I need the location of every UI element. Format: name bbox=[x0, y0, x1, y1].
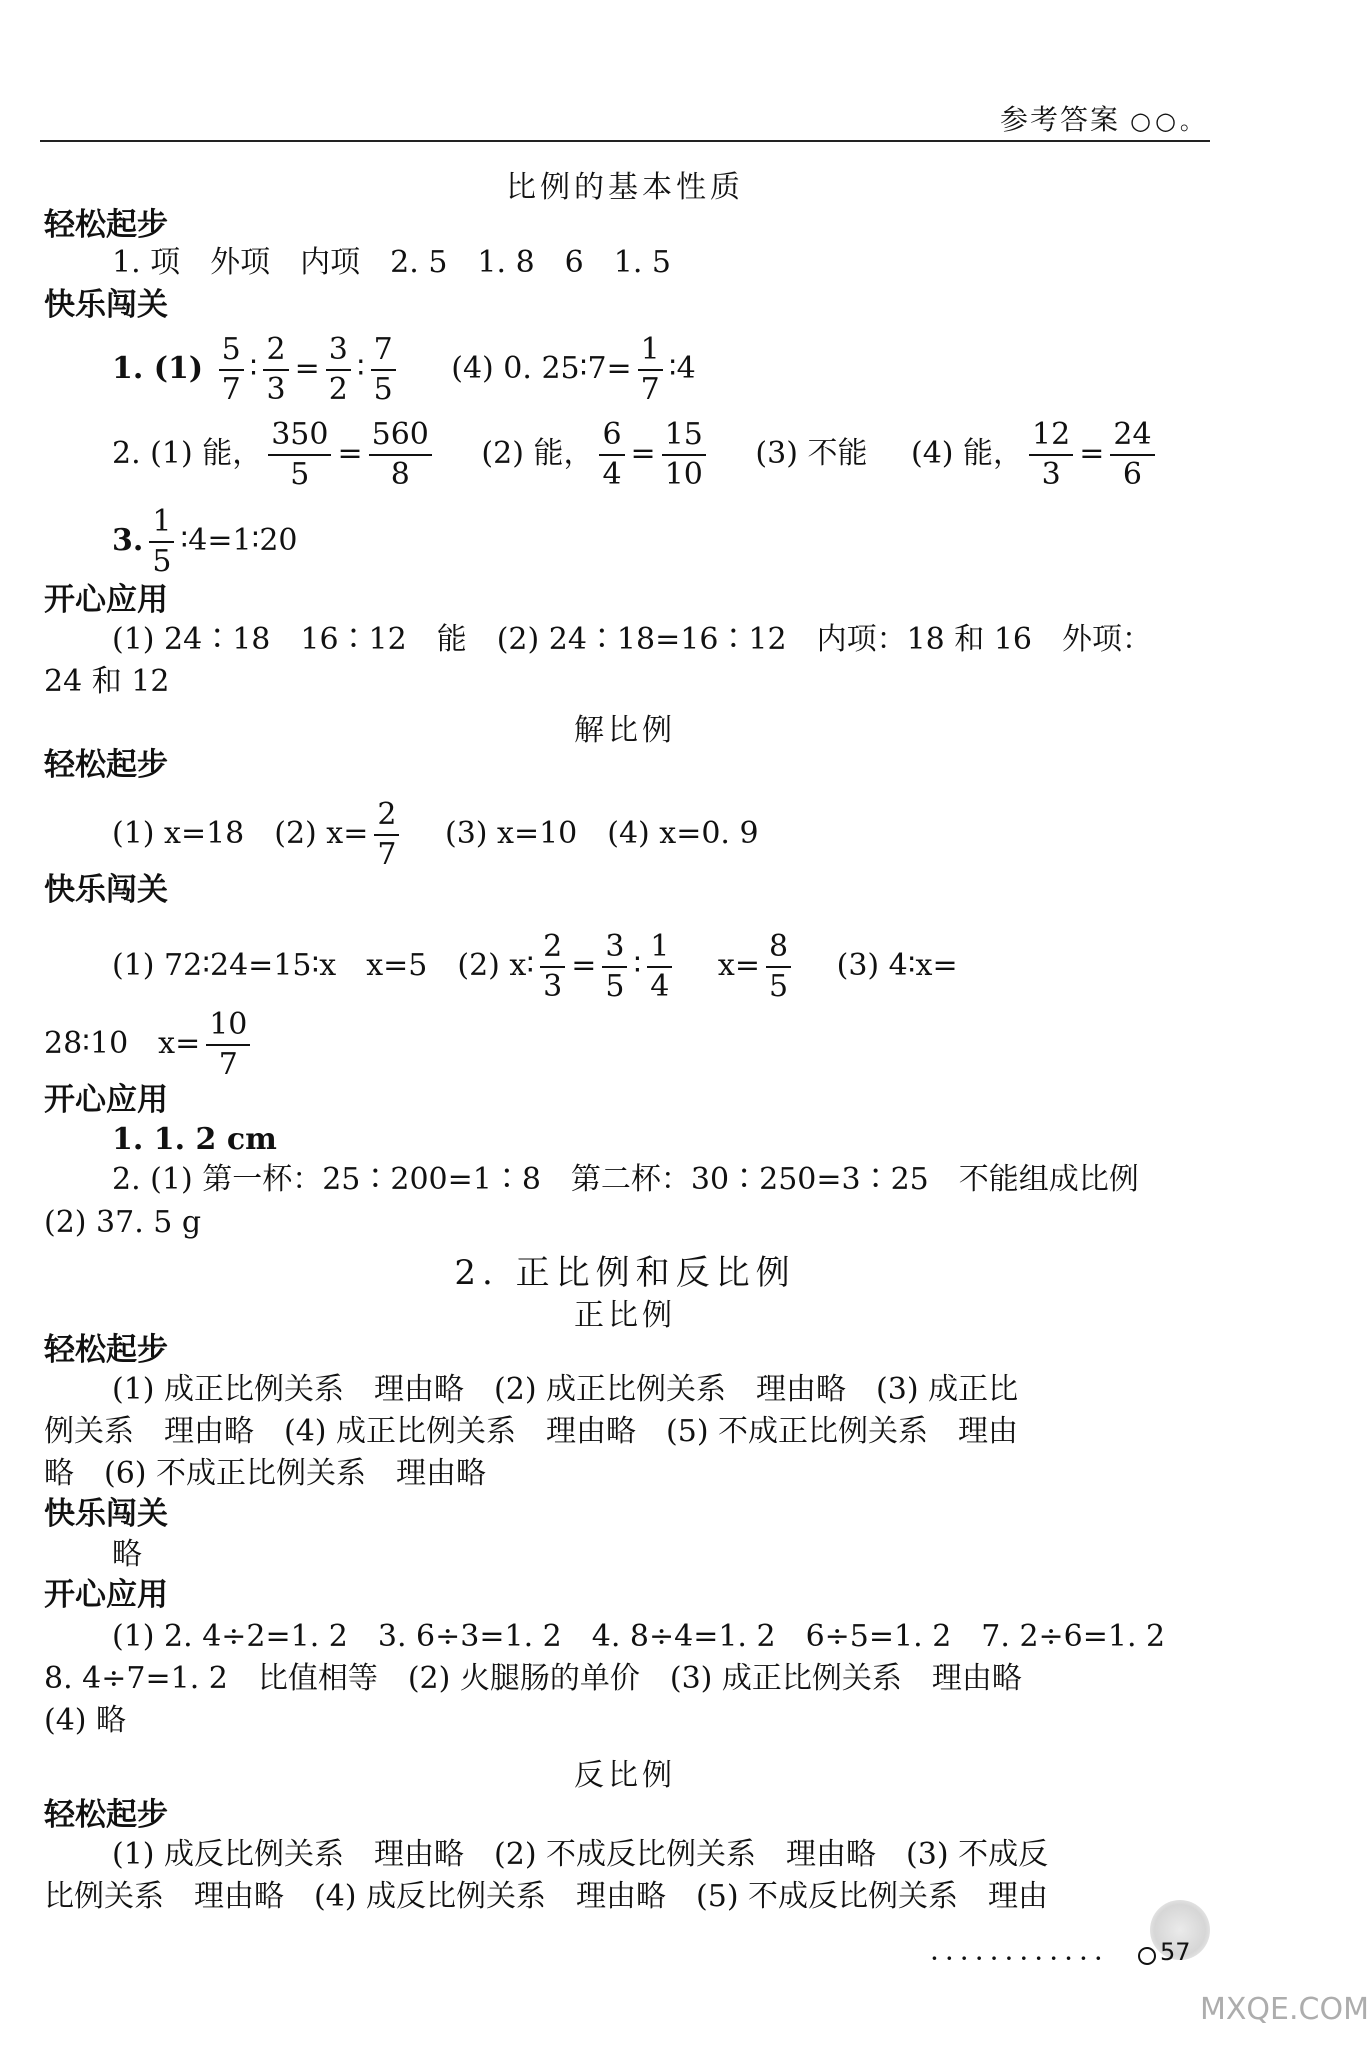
fraction: $\frac{6}{4}$ bbox=[599, 420, 624, 490]
heading-easy-start: 轻松起步 bbox=[44, 747, 168, 783]
footer-dots: ············ bbox=[930, 1942, 1109, 1975]
answer-line: (1) 成正比例关系 理由略 (2) 成正比例关系 理由略 (3) 成正比 bbox=[112, 1372, 1019, 1407]
answer-line: 8. 4÷7=1. 2 比值相等 (2) 火腿肠的单价 (3) 成正比例关系 理由略 bbox=[44, 1661, 1022, 1696]
fraction: $\frac{350}{5}$ bbox=[268, 420, 331, 490]
heading-easy-start: 轻松起步 bbox=[44, 207, 168, 243]
answer-line: 24 和 12 bbox=[44, 664, 170, 699]
answer-line: 1. (1) $\frac{5}{7}$ ∶ $\frac{2}{3}$ = $\frac{3}{2}$ ∶ $\frac{7}{5}$ (4) 0. 25∶7= $\frac{1}{7}$ ∶4 bbox=[112, 332, 696, 407]
page-number: 57 bbox=[1160, 1938, 1191, 1966]
heading-happy-apply: 开心应用 bbox=[44, 1577, 168, 1613]
heading-easy-start: 轻松起步 bbox=[44, 1797, 168, 1833]
fraction: $\frac{1}{5}$ bbox=[149, 507, 174, 577]
answer-line: (4) 略 bbox=[44, 1703, 127, 1738]
watermark: MXQE.COM bbox=[1200, 1992, 1369, 2027]
answer-line: 28∶10 x= $\frac{10}{7}$ bbox=[44, 1010, 256, 1080]
answer-line: (1) x=18 (2) x= $\frac{2}{7}$ (3) x=10 (4) x=0. 9 bbox=[112, 797, 759, 872]
answer-line: (1) 72∶24=15∶x x=5 (2) x∶ $\frac{2}{3}$ = $\frac{3}{5}$ ∶ $\frac{1}{4}$ x= $\frac{8}{5}$ (3) 4∶x= bbox=[112, 929, 958, 1004]
answer-line: 1. 项 外项 内项 2. 5 1. 8 6 1. 5 bbox=[112, 245, 671, 280]
section-title: 解比例 bbox=[574, 713, 676, 748]
fraction: $\frac{3}{2}$ bbox=[326, 335, 351, 405]
section-title: 反比例 bbox=[574, 1758, 676, 1793]
header-dots: ○○。 bbox=[1130, 107, 1208, 135]
ring-icon bbox=[1138, 1947, 1156, 1965]
fraction: $\frac{2}{7}$ bbox=[374, 800, 399, 870]
heading-happy-apply: 开心应用 bbox=[44, 582, 168, 618]
heading-happy-pass: 快乐闯关 bbox=[44, 1496, 168, 1532]
fraction: $\frac{8}{5}$ bbox=[766, 932, 791, 1002]
fraction: $\frac{560}{8}$ bbox=[369, 420, 432, 490]
answer-line: (2) 37. 5 g bbox=[44, 1205, 202, 1240]
fraction: $\frac{10}{7}$ bbox=[206, 1010, 250, 1080]
chapter-title: 2. 正比例和反比例 bbox=[454, 1253, 796, 1293]
header-rule bbox=[40, 140, 1210, 142]
heading-happy-pass: 快乐闯关 bbox=[44, 872, 168, 908]
fraction: $\frac{24}{6}$ bbox=[1110, 420, 1154, 490]
answer-line: (1) 2. 4÷2=1. 2 3. 6÷3=1. 2 4. 8÷4=1. 2 6÷5=1. 2 7. 2÷6=1. 2 bbox=[112, 1619, 1166, 1654]
header-title: 参考答案 bbox=[1000, 103, 1121, 136]
answer-line: 1. 1. 2 cm bbox=[112, 1122, 277, 1157]
answer-line: 略 (6) 不成正比例关系 理由略 bbox=[44, 1456, 487, 1491]
fraction: $\frac{1}{7}$ bbox=[638, 335, 663, 405]
fraction: $\frac{15}{10}$ bbox=[662, 420, 706, 490]
answer-line: (1) 24∶18 16∶12 能 (2) 24∶18=16∶12 内项：18 和 16 外项： bbox=[112, 622, 1153, 657]
answer-line: 略 bbox=[112, 1537, 142, 1572]
answer-line: (1) 成反比例关系 理由略 (2) 不成反比例关系 理由略 (3) 不成反 bbox=[112, 1837, 1049, 1872]
heading-happy-pass: 快乐闯关 bbox=[44, 287, 168, 323]
fraction: $\frac{1}{4}$ bbox=[647, 932, 672, 1002]
heading-easy-start: 轻松起步 bbox=[44, 1332, 168, 1368]
heading-happy-apply: 开心应用 bbox=[44, 1082, 168, 1118]
section-title: 比例的基本性质 bbox=[506, 170, 744, 205]
fraction: $\frac{7}{5}$ bbox=[371, 335, 396, 405]
section-title: 正比例 bbox=[574, 1298, 676, 1333]
answer-line: 2. (1) 第一杯：25∶200=1∶8 第二杯：30∶250=3∶25 不能组成比例 bbox=[112, 1162, 1139, 1197]
answer-line: 2. (1) 能， $\frac{350}{5}$ = $\frac{560}{8}$ (2) 能， $\frac{6}{4}$ = $\frac{15}{10}$ (3) 不能 (4) 能， $\frac{12}{3}$ = $\frac{24}{6}$ bbox=[112, 420, 1161, 490]
fraction: $\frac{5}{7}$ bbox=[219, 335, 244, 405]
answer-line: 比例关系 理由略 (4) 成反比例关系 理由略 (5) 不成反比例关系 理由 bbox=[44, 1879, 1049, 1914]
running-header bbox=[1000, 98, 1208, 138]
fraction: $\frac{3}{5}$ bbox=[602, 932, 627, 1002]
answer-line: 例关系 理由略 (4) 成正比例关系 理由略 (5) 不成正比例关系 理由 bbox=[44, 1414, 1019, 1449]
fraction: $\frac{2}{3}$ bbox=[540, 932, 565, 1002]
fraction: $\frac{2}{3}$ bbox=[263, 335, 288, 405]
answer-line: 3. $\frac{1}{5}$ ∶4=1∶20 bbox=[112, 504, 298, 579]
fraction: $\frac{12}{3}$ bbox=[1029, 420, 1073, 490]
